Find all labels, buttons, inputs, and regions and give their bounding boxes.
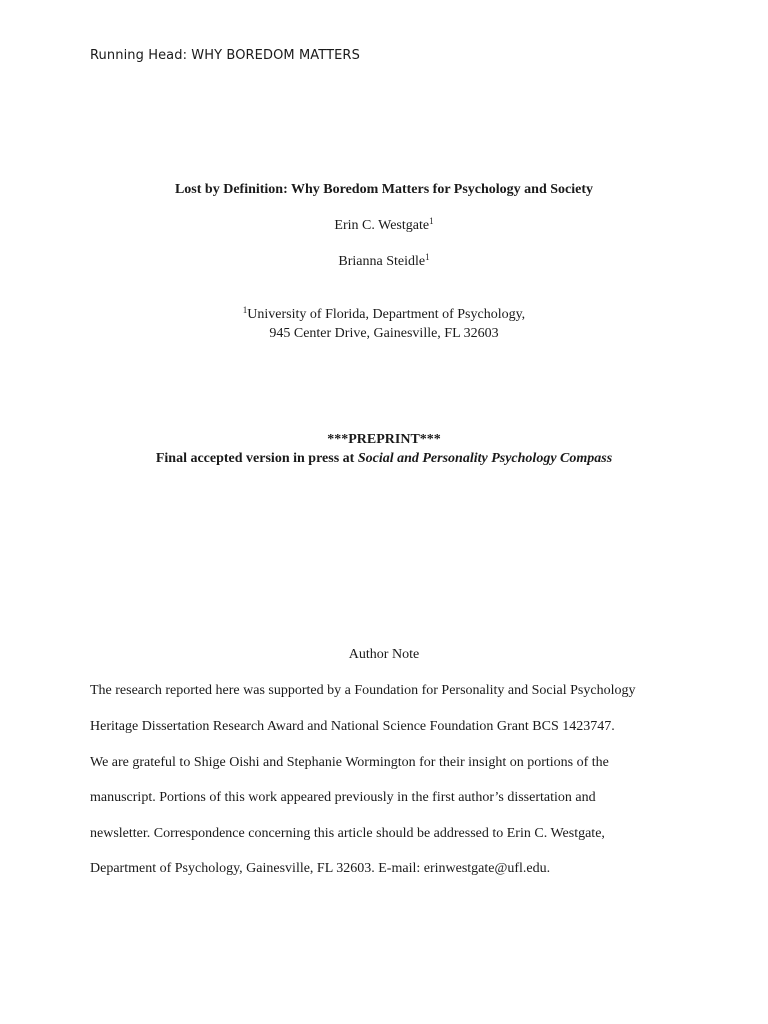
author-note-heading: Author Note — [348, 647, 420, 662]
author-2-affiliation-mark: 1 — [425, 252, 430, 262]
author-1-name: Erin C. Westgate — [334, 218, 430, 233]
author-note-line: Department of Psychology, Gainesville, FL 32603. E-mail: erinwestgate@ufl.edu. — [90, 861, 551, 876]
author-note-line: newsletter. Correspondence concerning this article should be addressed to Erin C. Westgate, — [90, 826, 605, 841]
publication-status — [0, 451, 768, 467]
author-2-name: Brianna Steidle — [338, 254, 426, 269]
journal-name: Social and Personality Psychology Compass — [357, 451, 613, 466]
author-2 — [0, 254, 768, 270]
publication-status-prefix: Final accepted version in press at — [155, 451, 358, 466]
affiliation-text-1: University of Florida, Department of Psychology, — [247, 307, 526, 322]
running-head: Running Head: WHY BOREDOM MATTERS — [90, 48, 360, 63]
author-1 — [0, 218, 768, 234]
author-note-line: manuscript. Portions of this work appeared previously in the first author’s dissertation and — [90, 790, 596, 805]
affiliation-mark: 1 — [242, 305, 248, 315]
author-note-line: Heritage Dissertation Research Award and National Science Foundation Grant BCS 1423747. — [90, 719, 615, 734]
affiliation-line-1 — [0, 307, 768, 323]
author-note-line: We are grateful to Shige Oishi and Stephanie Wormington for their insight on portions of the — [90, 755, 609, 770]
paper-title: Lost by Definition: Why Boredom Matters for Psychology and Society — [174, 182, 594, 197]
affiliation-line-2: 945 Center Drive, Gainesville, FL 32603 — [269, 326, 499, 341]
preprint-label: ***PREPRINT*** — [327, 432, 441, 447]
author-note-line: The research reported here was supported by a Foundation for Personality and Social Psychology — [90, 683, 636, 698]
author-1-affiliation-mark: 1 — [429, 216, 434, 226]
